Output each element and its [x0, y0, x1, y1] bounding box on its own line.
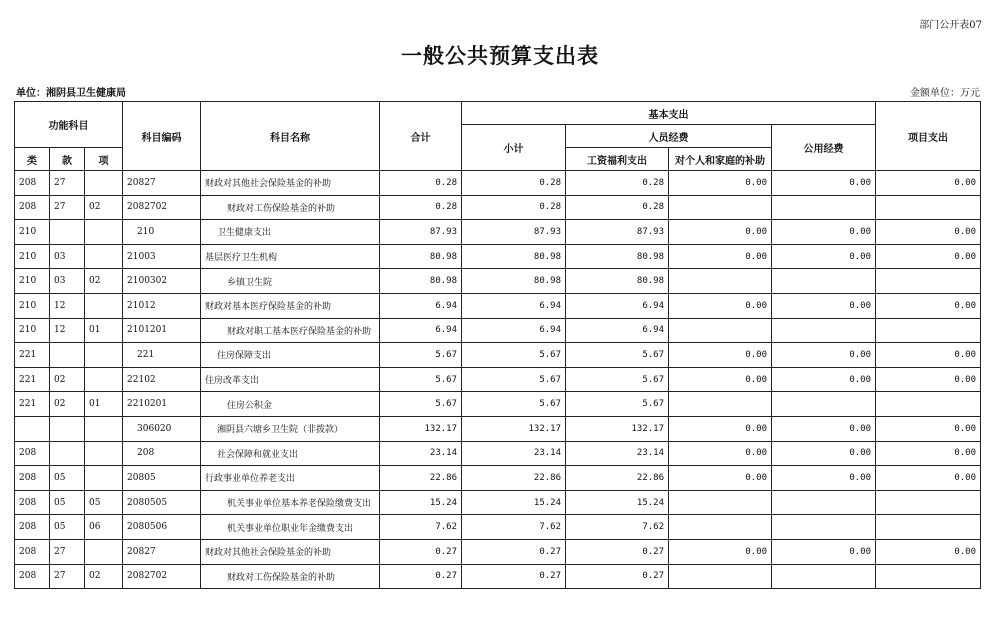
cell-total: 5.67 [380, 343, 462, 368]
cell-total: 0.27 [380, 539, 462, 564]
table-row [15, 515, 981, 540]
table-row [15, 343, 981, 368]
cell-xiang [85, 293, 123, 318]
cell-total: 6.94 [380, 293, 462, 318]
cell-public [772, 318, 876, 343]
cell-total: 0.27 [380, 564, 462, 589]
cell-project: 0.00 [876, 171, 981, 196]
cell-wage: 87.93 [566, 220, 669, 245]
cell-subsidy [669, 515, 772, 540]
cell-xiang: 02 [85, 564, 123, 589]
cell-total: 7.62 [380, 515, 462, 540]
table-row [15, 195, 981, 220]
cell-cat: 210 [15, 318, 50, 343]
cell-name: 乡镇卫生院 [201, 269, 380, 294]
cell-subtotal: 80.98 [462, 244, 566, 269]
cell-wage: 15.24 [566, 490, 669, 515]
cell-xiang [85, 441, 123, 466]
cell-name: 财政对其他社会保险基金的补助 [201, 171, 380, 196]
cell-xiang: 01 [85, 392, 123, 417]
cell-code: 2082702 [123, 195, 201, 220]
cell-subtotal: 23.14 [462, 441, 566, 466]
cell-project [876, 564, 981, 589]
cell-kuan [50, 416, 85, 441]
cell-project [876, 515, 981, 540]
cell-total: 6.94 [380, 318, 462, 343]
cell-total: 23.14 [380, 441, 462, 466]
cell-kuan: 05 [50, 515, 85, 540]
cell-name: 住房改革支出 [201, 367, 380, 392]
header-wage: 工资福利支出 [566, 148, 669, 171]
cell-cat: 221 [15, 367, 50, 392]
cell-cat: 208 [15, 195, 50, 220]
cell-subtotal: 6.94 [462, 293, 566, 318]
cell-total: 87.93 [380, 220, 462, 245]
cell-total: 5.67 [380, 367, 462, 392]
cell-total: 132.17 [380, 416, 462, 441]
cell-wage: 0.28 [566, 195, 669, 220]
cell-cat: 210 [15, 293, 50, 318]
header-personnel: 人员经费 [566, 125, 772, 148]
table-row [15, 392, 981, 417]
cell-cat [15, 416, 50, 441]
cell-subtotal: 87.93 [462, 220, 566, 245]
cell-wage: 6.94 [566, 293, 669, 318]
cell-xiang [85, 466, 123, 491]
cell-kuan: 02 [50, 392, 85, 417]
cell-subtotal: 132.17 [462, 416, 566, 441]
cell-total: 0.28 [380, 195, 462, 220]
cell-kuan [50, 441, 85, 466]
cell-name: 社会保障和就业支出 [201, 441, 380, 466]
header-basic: 基本支出 [462, 102, 876, 125]
cell-subtotal: 22.86 [462, 466, 566, 491]
cell-public [772, 564, 876, 589]
cell-xiang [85, 539, 123, 564]
header-func-subject: 功能科目 [15, 102, 123, 148]
cell-cat: 208 [15, 490, 50, 515]
cell-public: 0.00 [772, 220, 876, 245]
header-cat: 类 [15, 148, 50, 171]
cell-subsidy [669, 318, 772, 343]
cell-public: 0.00 [772, 416, 876, 441]
header-subtotal: 小计 [462, 125, 566, 171]
cell-public: 0.00 [772, 539, 876, 564]
header-total: 合计 [380, 102, 462, 171]
cell-xiang: 02 [85, 269, 123, 294]
cell-project: 0.00 [876, 466, 981, 491]
cell-wage: 80.98 [566, 269, 669, 294]
cell-public: 0.00 [772, 293, 876, 318]
cell-wage: 0.27 [566, 539, 669, 564]
cell-subsidy [669, 490, 772, 515]
cell-code: 2210201 [123, 392, 201, 417]
cell-code: 21012 [123, 293, 201, 318]
cell-xiang [85, 343, 123, 368]
cell-name: 财政对工伤保险基金的补助 [201, 564, 380, 589]
cell-name: 湘阴县六塘乡卫生院（非拨款） [201, 416, 380, 441]
cell-subtotal: 0.28 [462, 171, 566, 196]
cell-subtotal: 0.27 [462, 539, 566, 564]
cell-cat: 208 [15, 171, 50, 196]
table-row [15, 318, 981, 343]
cell-subtotal: 5.67 [462, 392, 566, 417]
cell-wage: 22.86 [566, 466, 669, 491]
cell-total: 80.98 [380, 244, 462, 269]
cell-code: 306020 [123, 416, 201, 441]
cell-total: 5.67 [380, 392, 462, 417]
cell-kuan: 27 [50, 195, 85, 220]
cell-cat: 208 [15, 515, 50, 540]
cell-kuan: 12 [50, 318, 85, 343]
cell-kuan [50, 220, 85, 245]
cell-public: 0.00 [772, 441, 876, 466]
cell-kuan: 27 [50, 564, 85, 589]
cell-wage: 5.67 [566, 343, 669, 368]
cell-kuan: 02 [50, 367, 85, 392]
cell-project [876, 490, 981, 515]
cell-xiang: 06 [85, 515, 123, 540]
cell-name: 机关事业单位职业年金缴费支出 [201, 515, 380, 540]
header-kuan: 款 [50, 148, 85, 171]
cell-cat: 210 [15, 269, 50, 294]
cell-cat: 208 [15, 564, 50, 589]
cell-kuan: 05 [50, 490, 85, 515]
cell-subtotal: 7.62 [462, 515, 566, 540]
cell-public: 0.00 [772, 244, 876, 269]
cell-subtotal: 5.67 [462, 343, 566, 368]
cell-total: 0.28 [380, 171, 462, 196]
table-row [15, 171, 981, 196]
cell-xiang [85, 244, 123, 269]
cell-total: 15.24 [380, 490, 462, 515]
cell-cat: 208 [15, 539, 50, 564]
header-code: 科目编码 [123, 102, 201, 171]
header-xiang: 项 [85, 148, 123, 171]
cell-name: 财政对基本医疗保险基金的补助 [201, 293, 380, 318]
cell-project: 0.00 [876, 441, 981, 466]
cell-subtotal: 5.67 [462, 367, 566, 392]
cell-subsidy [669, 564, 772, 589]
cell-public: 0.00 [772, 171, 876, 196]
cell-kuan: 05 [50, 466, 85, 491]
cell-project: 0.00 [876, 244, 981, 269]
cell-cat: 221 [15, 392, 50, 417]
cell-wage: 23.14 [566, 441, 669, 466]
cell-cat: 208 [15, 441, 50, 466]
table-row [15, 490, 981, 515]
cell-subsidy: 0.00 [669, 293, 772, 318]
cell-name: 卫生健康支出 [201, 220, 380, 245]
cell-project [876, 392, 981, 417]
cell-name: 基层医疗卫生机构 [201, 244, 380, 269]
cell-public [772, 515, 876, 540]
cell-name: 财政对工伤保险基金的补助 [201, 195, 380, 220]
cell-code: 2082702 [123, 564, 201, 589]
cell-code: 2080505 [123, 490, 201, 515]
cell-subsidy: 0.00 [669, 539, 772, 564]
table-row [15, 564, 981, 589]
cell-name: 财政对职工基本医疗保险基金的补助 [201, 318, 380, 343]
cell-subsidy: 0.00 [669, 367, 772, 392]
cell-subsidy: 0.00 [669, 171, 772, 196]
cell-subsidy: 0.00 [669, 244, 772, 269]
table-row [15, 269, 981, 294]
cell-code: 221 [123, 343, 201, 368]
cell-subsidy [669, 195, 772, 220]
cell-code: 208 [123, 441, 201, 466]
cell-total: 80.98 [380, 269, 462, 294]
cell-project: 0.00 [876, 343, 981, 368]
table-row [15, 466, 981, 491]
cell-wage: 5.67 [566, 367, 669, 392]
cell-public [772, 195, 876, 220]
cell-subsidy: 0.00 [669, 220, 772, 245]
table-row [15, 539, 981, 564]
cell-cat: 210 [15, 220, 50, 245]
unit-label: 单位：湘阴县卫生健康局 [16, 88, 126, 99]
header-project: 项目支出 [876, 102, 981, 171]
cell-subtotal: 15.24 [462, 490, 566, 515]
cell-name: 机关事业单位基本养老保险缴费支出 [201, 490, 380, 515]
page-title: 一般公共预算支出表 [401, 43, 599, 68]
cell-kuan: 27 [50, 539, 85, 564]
table-row [15, 220, 981, 245]
cell-code: 20827 [123, 171, 201, 196]
cell-xiang: 01 [85, 318, 123, 343]
cell-wage: 5.67 [566, 392, 669, 417]
cell-subsidy: 0.00 [669, 466, 772, 491]
cell-cat: 210 [15, 244, 50, 269]
cell-wage: 6.94 [566, 318, 669, 343]
cell-public: 0.00 [772, 343, 876, 368]
cell-code: 20827 [123, 539, 201, 564]
cell-subsidy: 0.00 [669, 441, 772, 466]
cell-public [772, 269, 876, 294]
cell-xiang [85, 220, 123, 245]
cell-code: 210 [123, 220, 201, 245]
cell-xiang: 02 [85, 195, 123, 220]
table-row [15, 293, 981, 318]
cell-project: 0.00 [876, 293, 981, 318]
table-row [15, 367, 981, 392]
cell-public [772, 392, 876, 417]
cell-project [876, 318, 981, 343]
cell-project: 0.00 [876, 367, 981, 392]
cell-name: 住房公积金 [201, 392, 380, 417]
amount-unit-label: 金额单位：万元 [910, 88, 980, 99]
cell-name: 行政事业单位养老支出 [201, 466, 380, 491]
cell-total: 22.86 [380, 466, 462, 491]
budget-table [14, 101, 981, 589]
cell-code: 22102 [123, 367, 201, 392]
cell-kuan [50, 343, 85, 368]
cell-kuan: 03 [50, 269, 85, 294]
cell-xiang [85, 416, 123, 441]
table-row [15, 416, 981, 441]
cell-subsidy: 0.00 [669, 416, 772, 441]
cell-name: 住房保障支出 [201, 343, 380, 368]
cell-subtotal: 6.94 [462, 318, 566, 343]
cell-code: 2100302 [123, 269, 201, 294]
cell-code: 20805 [123, 466, 201, 491]
cell-public: 0.00 [772, 367, 876, 392]
cell-xiang [85, 171, 123, 196]
cell-project [876, 269, 981, 294]
cell-subsidy [669, 392, 772, 417]
header-public: 公用经费 [772, 125, 876, 171]
header-name: 科目名称 [201, 102, 380, 171]
cell-project: 0.00 [876, 539, 981, 564]
cell-kuan: 12 [50, 293, 85, 318]
cell-cat: 208 [15, 466, 50, 491]
cell-xiang: 05 [85, 490, 123, 515]
cell-wage: 132.17 [566, 416, 669, 441]
header-subsidy: 对个人和家庭的补助 [669, 148, 772, 171]
cell-wage: 80.98 [566, 244, 669, 269]
cell-cat: 221 [15, 343, 50, 368]
cell-wage: 0.28 [566, 171, 669, 196]
cell-public [772, 490, 876, 515]
cell-public: 0.00 [772, 466, 876, 491]
cell-name: 财政对其他社会保险基金的补助 [201, 539, 380, 564]
cell-subsidy [669, 269, 772, 294]
cell-subtotal: 80.98 [462, 269, 566, 294]
cell-kuan: 03 [50, 244, 85, 269]
cell-project: 0.00 [876, 220, 981, 245]
cell-subtotal: 0.28 [462, 195, 566, 220]
cell-xiang [85, 367, 123, 392]
cell-subsidy: 0.00 [669, 343, 772, 368]
cell-subtotal: 0.27 [462, 564, 566, 589]
form-code: 部门公开表07 [919, 20, 982, 31]
cell-code: 21003 [123, 244, 201, 269]
cell-project [876, 195, 981, 220]
cell-kuan: 27 [50, 171, 85, 196]
cell-wage: 0.27 [566, 564, 669, 589]
cell-code: 2101201 [123, 318, 201, 343]
cell-code: 2080506 [123, 515, 201, 540]
table-row [15, 244, 981, 269]
cell-project: 0.00 [876, 416, 981, 441]
cell-wage: 7.62 [566, 515, 669, 540]
table-row [15, 441, 981, 466]
